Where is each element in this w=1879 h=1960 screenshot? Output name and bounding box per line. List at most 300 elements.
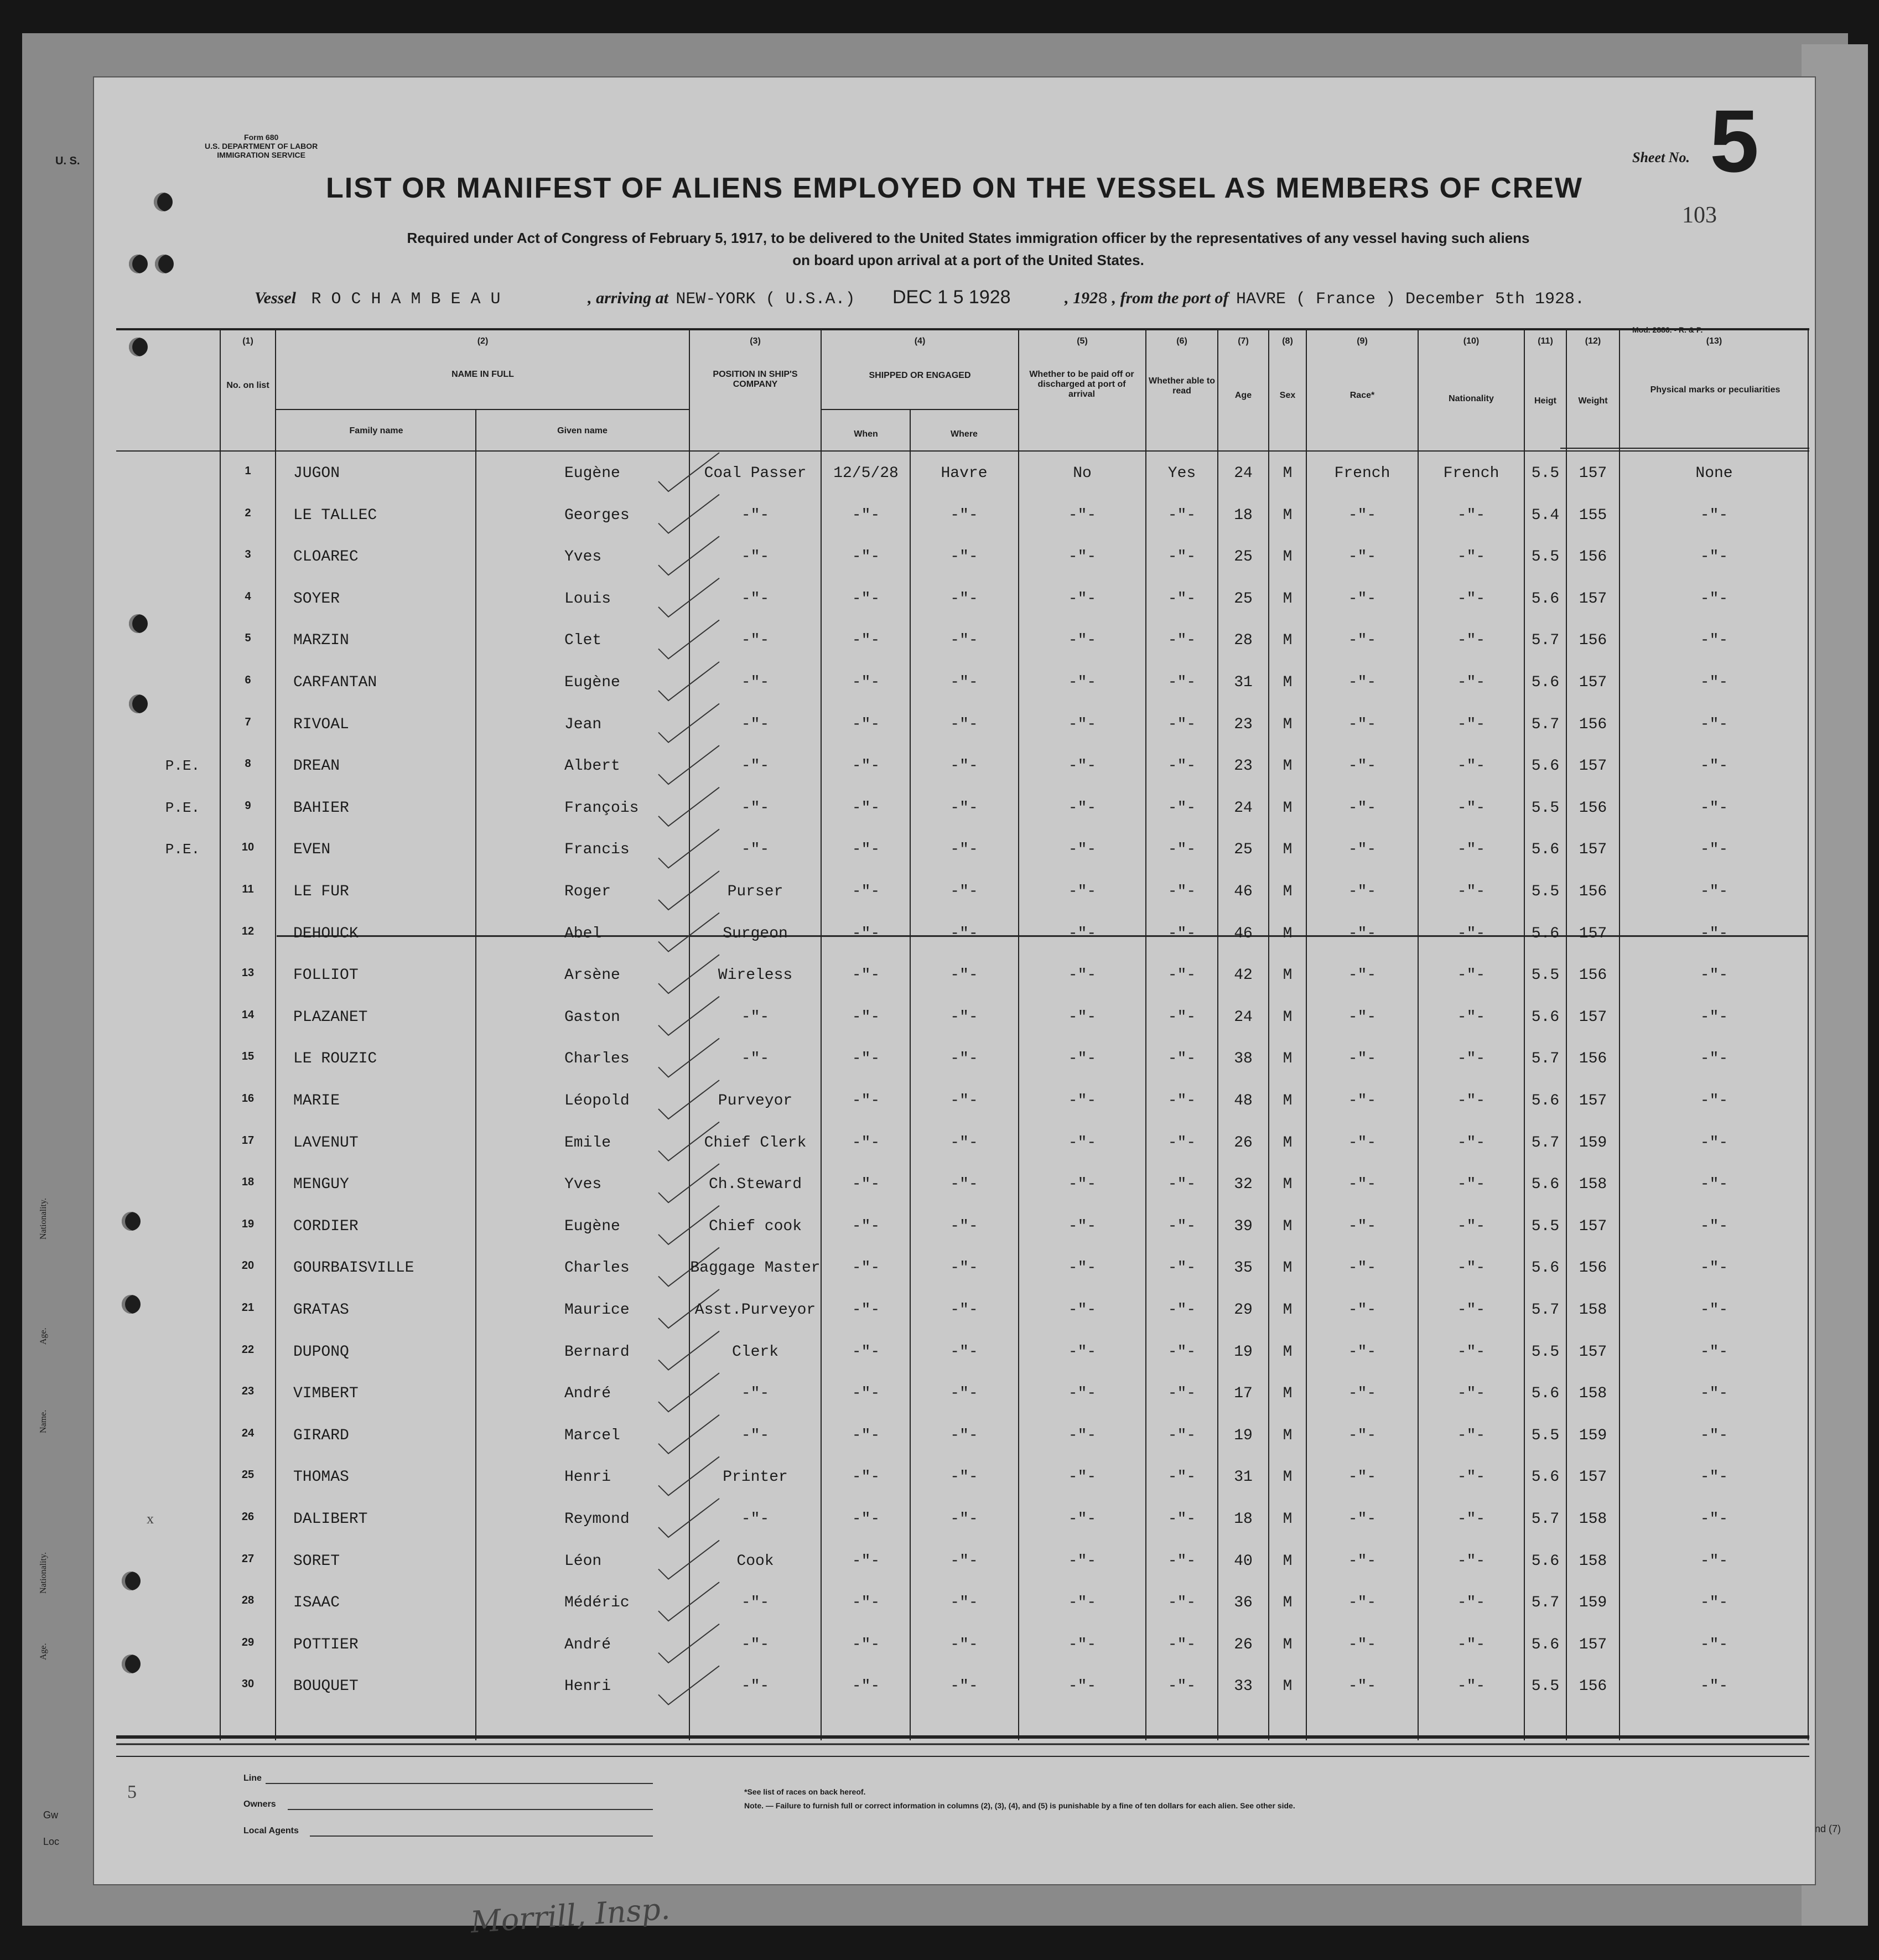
sex-cell: M [1283, 1176, 1293, 1194]
given-name-cell: Charles [564, 1050, 630, 1068]
nationality-cell: -"- [1457, 1176, 1486, 1194]
sex-cell: M [1283, 506, 1293, 524]
race-cell: -"- [1348, 1385, 1377, 1403]
position-cell: Chief cook [708, 1217, 802, 1235]
height-cell: 5.7 [1531, 632, 1560, 650]
position-cell: Surgeon [723, 925, 788, 942]
physical-marks-cell: -"- [1700, 967, 1729, 984]
paid-off-cell: -"- [1068, 1552, 1097, 1570]
nationality-cell: -"- [1457, 1469, 1486, 1486]
weight-cell: 157 [1579, 674, 1607, 691]
shipped-when-cell: -"- [852, 1134, 880, 1152]
pe-annotation: P.E. [165, 799, 200, 816]
shipped-where-cell: -"- [950, 506, 978, 524]
weight-cell: 156 [1579, 715, 1607, 733]
shipped-where-cell: -"- [950, 1552, 978, 1570]
weight-cell: 156 [1579, 548, 1607, 566]
nationality-cell: -"- [1457, 841, 1486, 859]
row-number-cell: 3 [245, 548, 251, 561]
shipped-where-cell: -"- [950, 758, 978, 775]
age-cell: 18 [1234, 506, 1253, 524]
shipped-when-cell: -"- [852, 1469, 880, 1486]
given-name-cell: Eugène [564, 1217, 620, 1235]
position-cell: -"- [741, 1511, 770, 1528]
shipped-when-cell: -"- [852, 1176, 880, 1194]
shipped-when-cell: -"- [852, 1594, 880, 1612]
shipped-where-cell: -"- [950, 1594, 978, 1612]
edge-text-right: nd (7) [1815, 1823, 1841, 1834]
family-name-cell: ISAAC [293, 1594, 340, 1612]
pe-annotation: P.E. [165, 841, 200, 858]
sex-cell: M [1283, 1134, 1293, 1152]
from-port-and-date: HAVRE ( France ) December 5th 1928. [1236, 290, 1585, 309]
row-number-cell: 29 [241, 1636, 255, 1648]
paid-off-cell: -"- [1068, 1511, 1097, 1528]
vessel-label: Vessel [255, 289, 296, 307]
height-cell: 5.6 [1531, 590, 1560, 608]
row-number-cell: 9 [245, 799, 251, 812]
shipped-where-cell: Havre [941, 465, 988, 482]
shipped-when-cell: -"- [852, 1511, 880, 1528]
shipped-when-cell: -"- [852, 632, 880, 650]
nationality-cell: -"- [1457, 1092, 1486, 1109]
able-to-read-cell: -"- [1167, 715, 1196, 733]
physical-marks-cell: -"- [1700, 1217, 1729, 1235]
shipped-where-cell: -"- [950, 1469, 978, 1486]
sex-cell: M [1283, 1469, 1293, 1486]
age-cell: 31 [1234, 1469, 1253, 1486]
paid-off-cell: -"- [1068, 967, 1097, 984]
nationality-cell: -"- [1457, 1302, 1486, 1319]
height-cell: 5.6 [1531, 1092, 1560, 1109]
nationality-cell: -"- [1457, 1008, 1486, 1026]
paid-off-cell: -"- [1068, 1469, 1097, 1486]
weight-cell: 157 [1579, 1343, 1607, 1361]
age-cell: 35 [1234, 1259, 1253, 1277]
col11-header: Heigt [1534, 396, 1556, 406]
paid-off-cell: -"- [1068, 799, 1097, 817]
able-to-read-cell: -"- [1167, 1552, 1196, 1570]
col4a-header: When [854, 429, 878, 439]
col2a-header: Family name [349, 426, 403, 435]
nationality-cell: -"- [1457, 1259, 1486, 1277]
age-cell: 25 [1234, 590, 1253, 608]
nationality-cell: -"- [1457, 1552, 1486, 1570]
shipped-when-cell: -"- [852, 883, 880, 900]
able-to-read-cell: -"- [1167, 674, 1196, 691]
footer-line-label: Line [243, 1774, 262, 1783]
position-cell: -"- [741, 1427, 770, 1444]
position-cell: -"- [741, 632, 770, 650]
weight-cell: 157 [1579, 1469, 1607, 1486]
sheet-number: 5 [1710, 91, 1759, 190]
shipped-where-cell: -"- [950, 883, 978, 900]
row-number-cell: 25 [241, 1469, 255, 1481]
weight-cell: 157 [1579, 841, 1607, 859]
family-name-cell: MARZIN [293, 632, 349, 650]
height-cell: 5.7 [1531, 1134, 1560, 1152]
row-number-cell: 20 [241, 1259, 255, 1272]
col2-header: NAME IN FULL [451, 370, 514, 379]
race-cell: -"- [1348, 1636, 1377, 1653]
family-name-cell: JUGON [293, 465, 340, 482]
paid-off-cell: -"- [1068, 632, 1097, 650]
nationality-cell: -"- [1457, 925, 1486, 942]
family-name-cell: LE TALLEC [293, 506, 377, 524]
department-name: U.S. DEPARTMENT OF LABOR [205, 142, 318, 151]
service-name: IMMIGRATION SERVICE [217, 151, 305, 159]
nationality-cell: -"- [1457, 967, 1486, 984]
nationality-cell: -"- [1457, 1343, 1486, 1361]
date-stamp: DEC 1 5 1928 [892, 287, 1011, 308]
height-cell: 5.7 [1531, 1594, 1560, 1612]
race-cell: -"- [1348, 1343, 1377, 1361]
row-number-cell: 12 [241, 925, 255, 937]
family-name-cell: RIVOAL [293, 715, 349, 733]
punch-hole [122, 1572, 141, 1590]
height-cell: 5.5 [1531, 1678, 1560, 1695]
race-cell: -"- [1348, 1469, 1377, 1486]
nationality-cell: -"- [1457, 548, 1486, 566]
given-name-cell: Abel [564, 925, 602, 942]
paid-off-cell: -"- [1068, 883, 1097, 900]
sex-cell: M [1283, 1427, 1293, 1444]
position-cell: -"- [741, 1678, 770, 1695]
height-cell: 5.6 [1531, 674, 1560, 691]
age-cell: 31 [1234, 674, 1253, 691]
paid-off-cell: -"- [1068, 1343, 1097, 1361]
row-number-cell: 5 [245, 632, 251, 645]
race-cell: -"- [1348, 506, 1377, 524]
position-cell: -"- [741, 1636, 770, 1653]
arriving-port: NEW-YORK ( U.S.A.) [676, 290, 855, 309]
height-cell: 5.6 [1531, 1259, 1560, 1277]
given-name-cell: Albert [564, 758, 620, 775]
able-to-read-cell: -"- [1167, 925, 1196, 942]
race-cell: -"- [1348, 590, 1377, 608]
able-to-read-cell: -"- [1167, 967, 1196, 984]
height-cell: 5.6 [1531, 1636, 1560, 1653]
row-number-cell: 7 [245, 715, 251, 728]
shipped-where-cell: -"- [950, 1092, 978, 1109]
paid-off-cell: -"- [1068, 1050, 1097, 1068]
shipped-when-cell: -"- [852, 841, 880, 859]
sex-cell: M [1283, 925, 1293, 942]
shipped-when-cell: -"- [852, 1302, 880, 1319]
weight-cell: 157 [1579, 465, 1607, 482]
shipped-when-cell: -"- [852, 1008, 880, 1026]
footer-blank-lines [94, 77, 1815, 1884]
sex-cell: M [1283, 883, 1293, 900]
nationality-cell: -"- [1457, 632, 1486, 650]
position-cell: -"- [741, 1385, 770, 1403]
age-cell: 33 [1234, 1678, 1253, 1695]
given-name-cell: Médéric [564, 1594, 630, 1612]
col4-number: (4) [914, 336, 926, 346]
sex-cell: M [1283, 590, 1293, 608]
shipped-when-cell: -"- [852, 590, 880, 608]
paid-off-cell: -"- [1068, 1427, 1097, 1444]
shipped-where-cell: -"- [950, 548, 978, 566]
inspector-signature: Morrill, Insp. [469, 1891, 671, 1940]
given-name-cell: Henri [564, 1469, 611, 1486]
position-cell: Purveyor [718, 1092, 793, 1109]
height-cell: 5.6 [1531, 1552, 1560, 1570]
arriving-label: , arriving at [588, 289, 668, 307]
position-cell: -"- [741, 1594, 770, 1612]
family-name-cell: GOURBAISVILLE [293, 1259, 414, 1277]
position-cell: Printer [723, 1469, 788, 1486]
race-cell: -"- [1348, 1259, 1377, 1277]
paid-off-cell: -"- [1068, 590, 1097, 608]
sex-cell: M [1283, 1594, 1293, 1612]
family-name-cell: DEHOUCK [293, 925, 359, 942]
physical-marks-cell: -"- [1700, 1302, 1729, 1319]
row-number-cell: 11 [242, 883, 254, 895]
paid-off-cell: -"- [1068, 1385, 1097, 1403]
shipped-where-cell: -"- [950, 1385, 978, 1403]
race-cell: -"- [1348, 1176, 1377, 1194]
nationality-cell: -"- [1457, 1134, 1486, 1152]
nationality-cell: -"- [1457, 715, 1486, 733]
row-number-cell: 1 [245, 465, 251, 477]
given-name-cell: Charles [564, 1259, 630, 1277]
age-cell: 26 [1234, 1636, 1253, 1653]
physical-marks-cell: -"- [1700, 632, 1729, 650]
given-name-cell: Emile [564, 1134, 611, 1152]
family-name-cell: PLAZANET [293, 1008, 368, 1026]
nationality-cell: -"- [1457, 758, 1486, 775]
family-name-cell: CARFANTAN [293, 674, 377, 691]
shipped-when-cell: -"- [852, 1678, 880, 1695]
physical-marks-cell: None [1695, 465, 1733, 482]
family-name-cell: SORET [293, 1552, 340, 1570]
row-number-cell: 28 [241, 1594, 255, 1607]
position-cell: -"- [741, 758, 770, 775]
family-name-cell: GIRARD [293, 1427, 349, 1444]
family-name-cell: CORDIER [293, 1217, 359, 1235]
race-cell: -"- [1348, 1678, 1377, 1695]
physical-marks-cell: -"- [1700, 799, 1729, 817]
paid-off-cell: -"- [1068, 841, 1097, 859]
position-cell: -"- [741, 590, 770, 608]
paid-off-cell: -"- [1068, 506, 1097, 524]
height-cell: 5.6 [1531, 1176, 1560, 1194]
col10-header: Nationality [1449, 394, 1494, 403]
year-digit: 8 [1098, 290, 1108, 309]
punch-hole [122, 1295, 141, 1314]
family-name-cell: MENGUY [293, 1176, 349, 1194]
weight-cell: 156 [1579, 883, 1607, 900]
position-cell: Ch.Steward [708, 1176, 802, 1194]
physical-marks-cell: -"- [1700, 1134, 1729, 1152]
family-name-cell: FOLLIOT [293, 967, 359, 984]
col3-header: POSITION IN SHIP'S COMPANY [713, 370, 798, 389]
race-cell: -"- [1348, 799, 1377, 817]
nationality-cell: -"- [1457, 1636, 1486, 1653]
height-cell: 5.6 [1531, 841, 1560, 859]
height-cell: 5.6 [1531, 1469, 1560, 1486]
nationality-cell: -"- [1457, 1217, 1486, 1235]
row-number-cell: 19 [241, 1217, 255, 1230]
weight-cell: 157 [1579, 590, 1607, 608]
shipped-where-cell: -"- [950, 1302, 978, 1319]
punch-hole [129, 694, 148, 713]
footer-owners-label: Owners [243, 1800, 276, 1809]
nationality-cell: French [1443, 465, 1499, 482]
punch-hole [154, 193, 173, 211]
shipped-where-cell: -"- [950, 590, 978, 608]
height-cell: 5.5 [1531, 1343, 1560, 1361]
paid-off-cell: -"- [1068, 1678, 1097, 1695]
paid-off-cell: -"- [1068, 1134, 1097, 1152]
col12-number: (12) [1585, 336, 1601, 346]
age-cell: 38 [1234, 1050, 1253, 1068]
family-name-cell: DALIBERT [293, 1511, 368, 1528]
able-to-read-cell: -"- [1167, 1469, 1196, 1486]
able-to-read-cell: -"- [1167, 1050, 1196, 1068]
given-name-cell: Arsène [564, 967, 620, 984]
year-prefix: , 192 [1065, 289, 1098, 307]
age-cell: 32 [1234, 1176, 1253, 1194]
given-name-cell: Henri [564, 1678, 611, 1695]
row-number-cell: 18 [241, 1176, 255, 1189]
row-number-cell: 13 [241, 967, 255, 979]
height-cell: 5.5 [1531, 1217, 1560, 1235]
position-cell: Cook [736, 1552, 774, 1570]
paid-off-cell: -"- [1068, 758, 1097, 775]
sex-cell: M [1283, 1678, 1293, 1695]
col1-header: No. on list [226, 381, 269, 390]
height-cell: 5.4 [1531, 506, 1560, 524]
given-name-cell: Roger [564, 883, 611, 900]
shipped-when-cell: -"- [852, 674, 880, 691]
given-name-cell: Eugène [564, 465, 620, 482]
race-cell: -"- [1348, 883, 1377, 900]
race-cell: -"- [1348, 1008, 1377, 1026]
weight-cell: 158 [1579, 1385, 1607, 1403]
sex-cell: M [1283, 632, 1293, 650]
weight-cell: 158 [1579, 1511, 1607, 1528]
race-cell: -"- [1348, 674, 1377, 691]
shipped-when-cell: -"- [852, 548, 880, 566]
given-name-cell: Reymond [564, 1511, 630, 1528]
shipped-where-cell: -"- [950, 1134, 978, 1152]
position-cell: -"- [741, 548, 770, 566]
position-cell: -"- [741, 674, 770, 691]
shipped-when-cell: -"- [852, 506, 880, 524]
race-cell: -"- [1348, 1050, 1377, 1068]
punch-hole [129, 255, 148, 273]
physical-marks-cell: -"- [1700, 841, 1729, 859]
age-cell: 29 [1234, 1302, 1253, 1319]
sex-cell: M [1283, 1259, 1293, 1277]
shipped-where-cell: -"- [950, 1176, 978, 1194]
age-cell: 46 [1234, 925, 1253, 942]
weight-cell: 159 [1579, 1427, 1607, 1444]
nationality-cell: -"- [1457, 674, 1486, 691]
sex-cell: M [1283, 674, 1293, 691]
height-cell: 5.5 [1531, 883, 1560, 900]
nationality-cell: -"- [1457, 1427, 1486, 1444]
position-cell: -"- [741, 1050, 770, 1068]
able-to-read-cell: -"- [1167, 1217, 1196, 1235]
nationality-cell: -"- [1457, 590, 1486, 608]
side-label-nationality-1: Nationality. [39, 1198, 48, 1240]
pencil-mark-5: 5 [127, 1782, 137, 1802]
footer-note-penalty: Note. — Failure to furnish full or correct information in columns (2), (3), (4), and (5) is punishable by a fine of ten dollars for each alien. See other side. [744, 1801, 1295, 1810]
row-number-cell: 8 [245, 758, 251, 770]
race-cell: -"- [1348, 632, 1377, 650]
height-cell: 5.5 [1531, 465, 1560, 482]
physical-marks-cell: -"- [1700, 1552, 1729, 1570]
race-cell: -"- [1348, 758, 1377, 775]
vessel-name: R O C H A M B E A U [311, 290, 501, 309]
paid-off-cell: -"- [1068, 715, 1097, 733]
family-name-cell: LAVENUT [293, 1134, 359, 1152]
family-name-cell: DREAN [293, 758, 340, 775]
able-to-read-cell: -"- [1167, 590, 1196, 608]
able-to-read-cell: -"- [1167, 1176, 1196, 1194]
footer-local-agents-label: Local Agents [243, 1826, 299, 1835]
sex-cell: M [1283, 967, 1293, 984]
side-label-age-1: Age. [39, 1328, 48, 1345]
given-name-cell: Marcel [564, 1427, 620, 1444]
weight-cell: 156 [1579, 799, 1607, 817]
shipped-where-cell: -"- [950, 841, 978, 859]
shipped-where-cell: -"- [950, 1511, 978, 1528]
age-cell: 24 [1234, 465, 1253, 482]
physical-marks-cell: -"- [1700, 758, 1729, 775]
able-to-read-cell: -"- [1167, 1259, 1196, 1277]
given-name-cell: Gaston [564, 1008, 620, 1026]
col12-header: Weight [1578, 396, 1608, 406]
form-number: Form 680 [244, 133, 279, 142]
height-cell: 5.5 [1531, 967, 1560, 984]
age-cell: 23 [1234, 715, 1253, 733]
col6-header: Whether able to read [1148, 376, 1215, 396]
sex-cell: M [1283, 1636, 1293, 1653]
age-cell: 19 [1234, 1343, 1253, 1361]
shipped-when-cell: -"- [852, 1636, 880, 1653]
weight-cell: 157 [1579, 758, 1607, 775]
able-to-read-cell: -"- [1167, 1385, 1196, 1403]
physical-marks-cell: -"- [1700, 1427, 1729, 1444]
shipped-where-cell: -"- [950, 1678, 978, 1695]
col1-number: (1) [242, 336, 253, 346]
col5-number: (5) [1077, 336, 1088, 346]
weight-cell: 159 [1579, 1134, 1607, 1152]
physical-marks-cell: -"- [1700, 1594, 1729, 1612]
position-cell: Asst.Purveyor [694, 1302, 816, 1319]
row-number-cell: 2 [245, 506, 251, 519]
family-name-cell: LE ROUZIC [293, 1050, 377, 1068]
weight-cell: 158 [1579, 1302, 1607, 1319]
able-to-read-cell: -"- [1167, 632, 1196, 650]
physical-marks-cell: -"- [1700, 883, 1729, 900]
col6-number: (6) [1176, 336, 1187, 346]
able-to-read-cell: -"- [1167, 1594, 1196, 1612]
height-cell: 5.6 [1531, 758, 1560, 775]
able-to-read-cell: -"- [1167, 1511, 1196, 1528]
side-label-name: Name. [39, 1409, 48, 1433]
sex-cell: M [1283, 1511, 1293, 1528]
able-to-read-cell: -"- [1167, 1343, 1196, 1361]
shipped-when-cell: -"- [852, 758, 880, 775]
col8-number: (8) [1282, 336, 1293, 346]
sex-cell: M [1283, 1008, 1293, 1026]
position-cell: Purser [727, 883, 783, 900]
